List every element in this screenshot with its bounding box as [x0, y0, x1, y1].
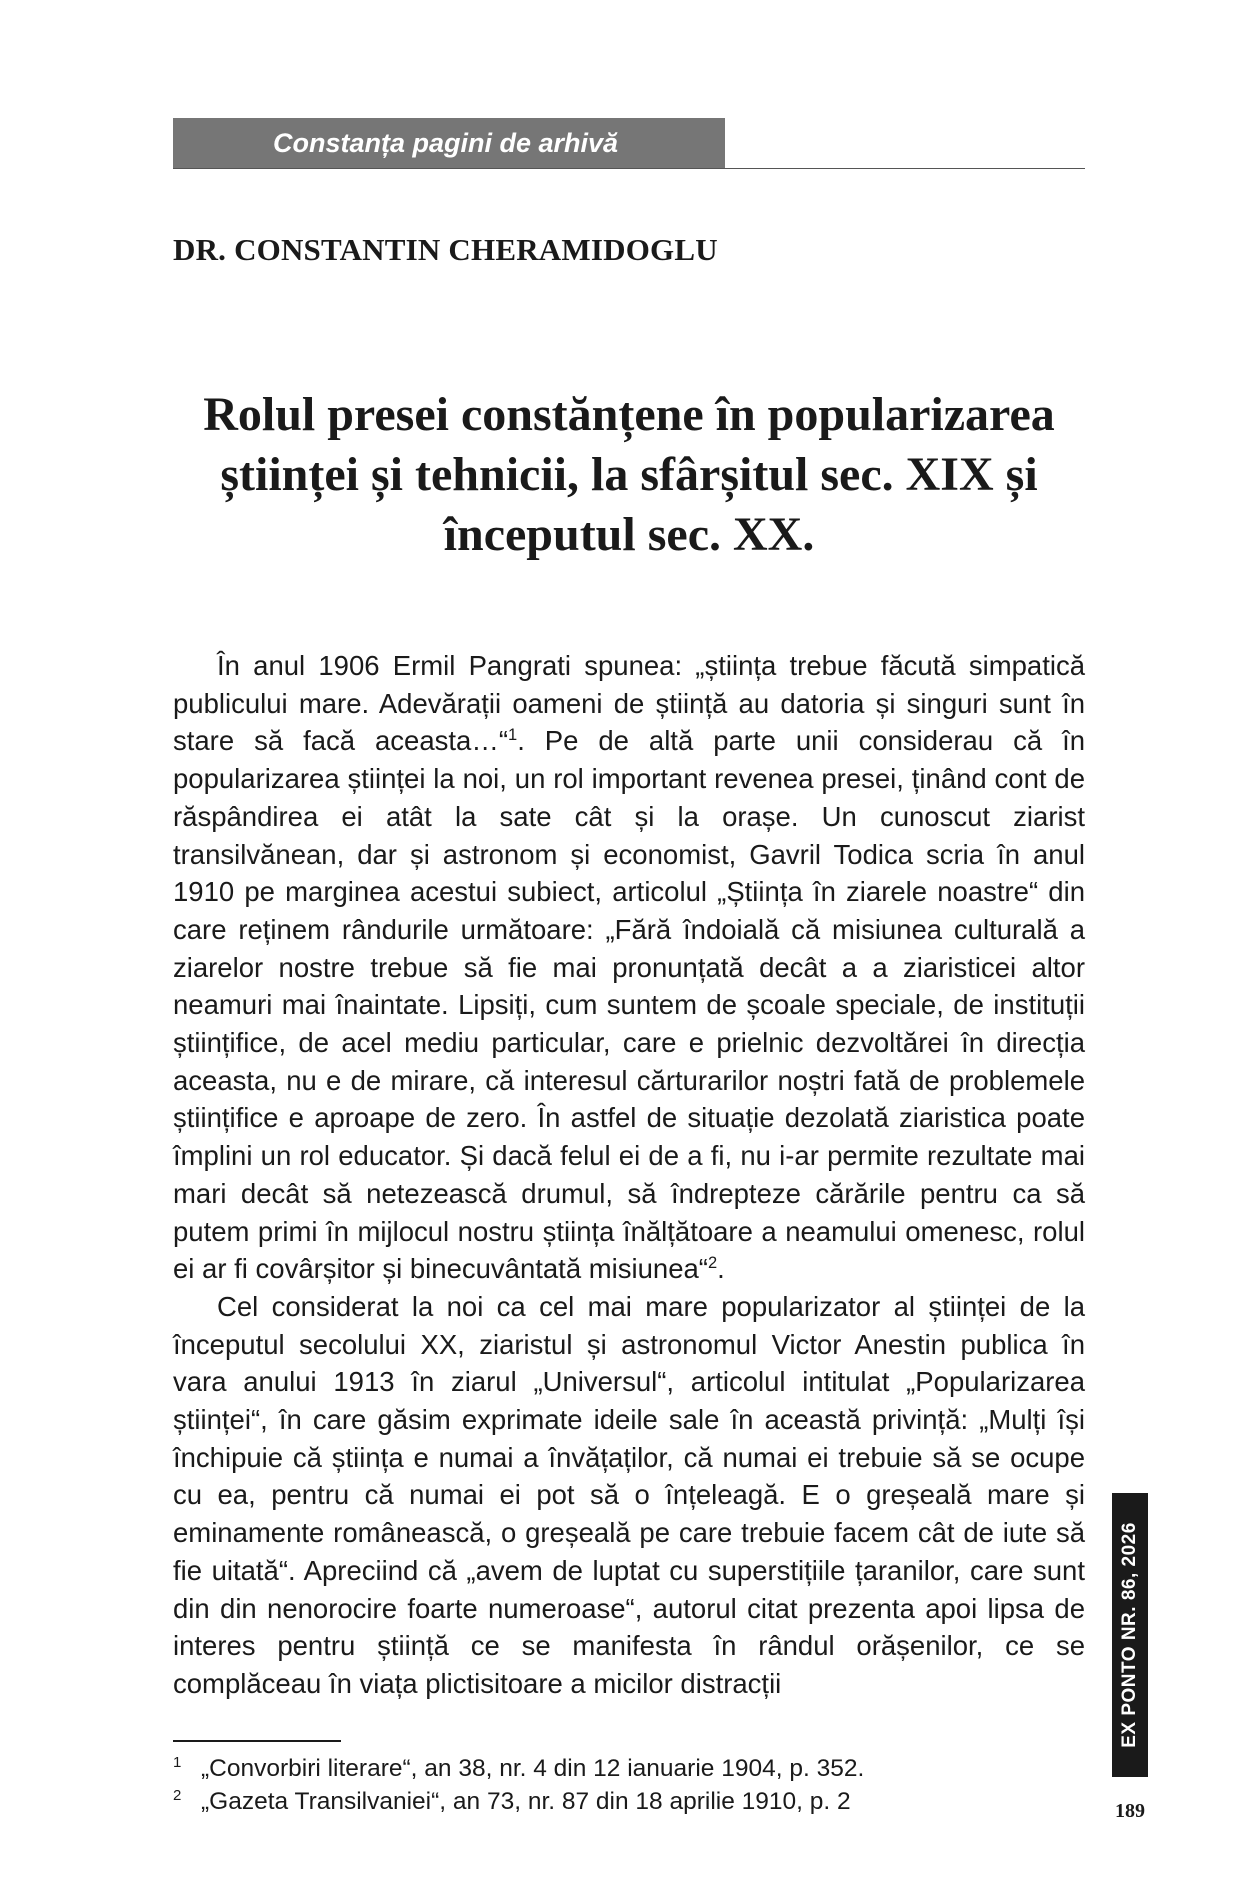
page-number: 189 — [1115, 1800, 1145, 1822]
section-header-bar — [173, 118, 725, 168]
footnote-number: 1 — [173, 1754, 182, 1771]
footnote-number: 2 — [173, 1787, 182, 1804]
footnote-ref-2: 2 — [707, 1254, 718, 1273]
footnotes — [173, 1752, 1085, 1818]
paragraph-1: În anul 1906 Ermil Pangrati spunea: „știința trebue făcută simpatică publicului mare. Adevărații oameni de știință au datoria și singuri sunt în stare să facă aceasta…“$^1$. Pe de altă parte unii considerau că în popularizarea științei la noi, un rol important revenea presei, ținând cont de răspândirea ei atât la sate cât și la orașe. Un cunoscut ziarist transilvănean, dar și astronom și economist, Gavril Todica scria în anul 1910 pe marginea acestui subiect, articolul „Știința în ziarele noastre“ din care reținem rândurile următoare: „Fără îndoială că misiunea culturală a ziarelor nostre trebue să fie mai pronunțată decât a a ziaristicei altor neamuri mai înaintate. Lipsiți, cum suntem de școale speciale, de instituții științifice, de acel mediu particular, care e prielnic dezvoltărei în direcția aceasta, nu e de mirare, că interesul cărturarilor noștri fată de problemele științifice e aproape de zero. În astfel de situație dezolată ziaristica poate împlini un rol educator. Și dacă felul ei de a fi, nu i-ar permite rezultate mai mari decât să netezească drumul, să îndrepteze cărările pentru ca să putem primi în mijlocul nostru știința înălțătoare a neamului omenesc, rolul ei ar fi covârșitor și binecuvântată misiunea“$^2$. — [173, 650, 1086, 1285]
footnote-1 — [173, 1752, 1085, 1785]
section-title: Constanța pagini de arhivă — [273, 128, 619, 158]
footnote-text: „Gazeta Transilvaniei“, an 73, nr. 87 din 18 aprilie 1910, p. 2 — [201, 1788, 851, 1815]
footnote-ref-1: 1 — [508, 726, 518, 745]
author-name: DR. CONSTANTIN CHERAMIDOGLU — [173, 232, 718, 267]
article-title: Rolul presei constănțene în popularizarea științei și tehnicii, la sfârșitul sec. XIX și începutul sec. XX. — [203, 388, 1055, 561]
footnote-divider — [173, 1740, 341, 1742]
journal-side-badge — [1112, 1493, 1148, 1777]
paragraph-2: Cel considerat la noi ca cel mai mare popularizator al științei de la începutul secolului XX, ziaristul și astronomul Victor Anestin publica în vara anului 1913 în ziarul „Universul“, articolul intitulat „Popularizarea științei“, în care găsim exprimate ideile sale în această privință: „Mulți își închipuie că știința e numai a învățaților, că numai ei trebuie să se ocupe cu ea, pentru că numai ei pot să o înțeleagă. E o greșeală mare și eminamente românească, o greșeală pe care trebuie facem cât de iute să fie uitată“. Apreciind că „avem de luptat cu superstițiile țaranilor, care sunt din din nenorocire foarte numeroase“, autorul citat prezenta apoi lipsa de interes pentru știință ce se manifesta în rândul orășenilor, ce se complăceau în viața plictisitoare a micilor distracții — [173, 1290, 1085, 1699]
header-rule — [173, 168, 1085, 169]
footnote-text: „Convorbiri literare“, an 38, nr. 4 din 12 ianuarie 1904, p. 352. — [201, 1755, 865, 1782]
article-body — [173, 647, 1085, 1703]
footnote-2 — [173, 1785, 1085, 1818]
journal-issue-label: EX PONTO NR. 86, 2026 — [1119, 1522, 1140, 1748]
